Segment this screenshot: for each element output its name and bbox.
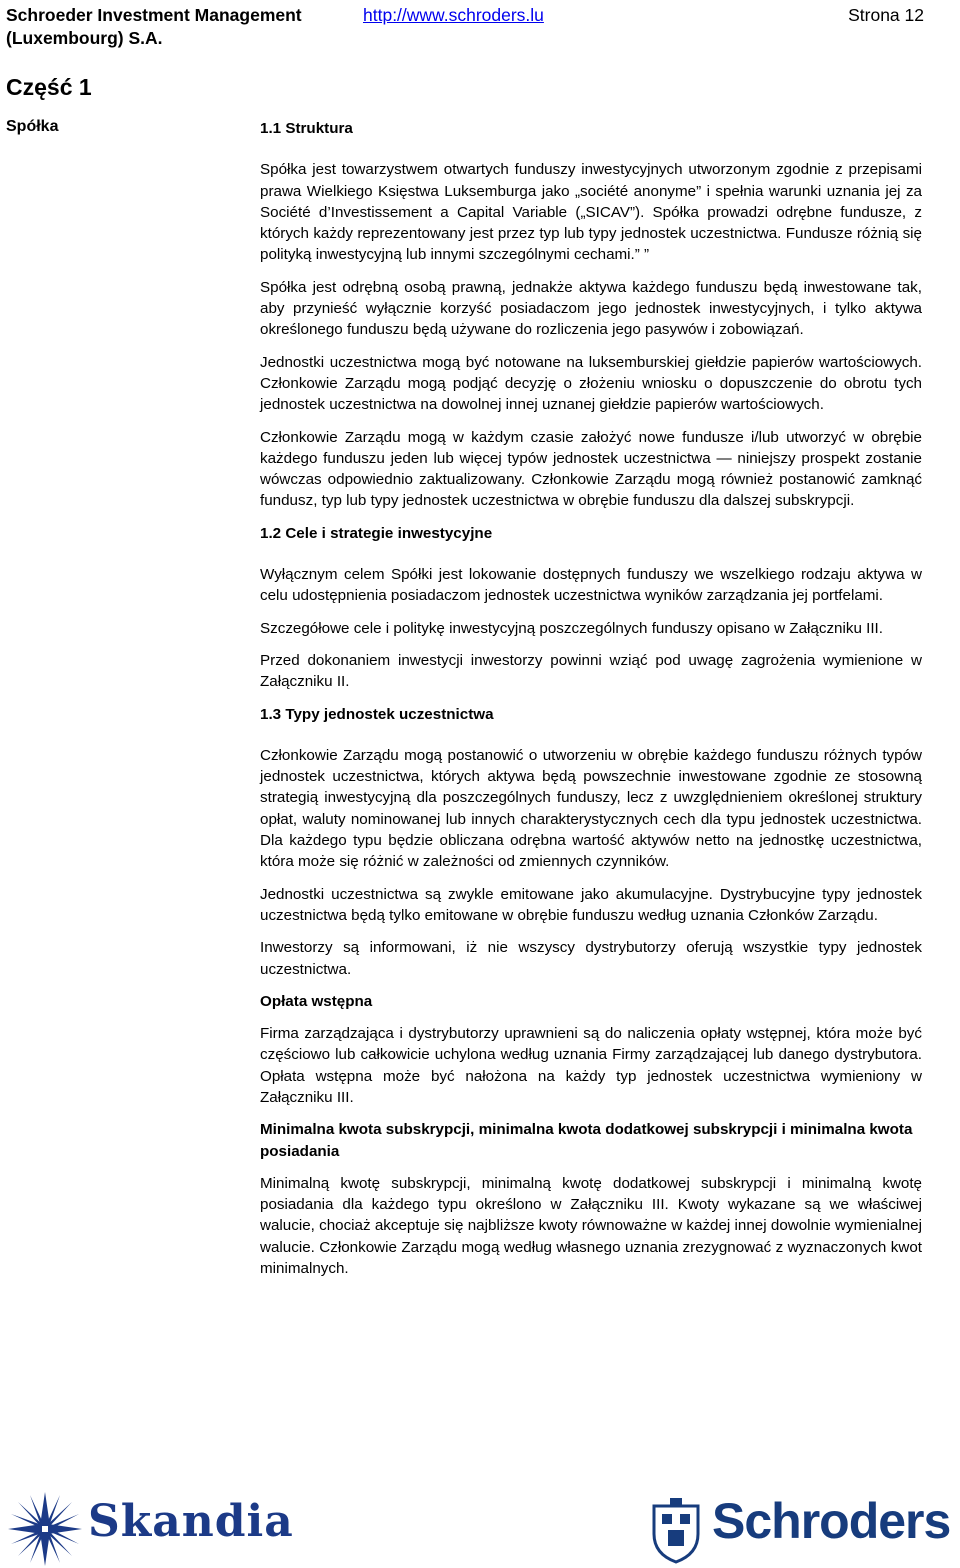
paragraph: Jednostki uczestnictwa mogą być notowane na luksemburskiej giełdzie papierów wartościowych. Członkowie Zarządu mogą podjąć decyzję o złożeniu wniosku o dopuszczenie do obrotu tych jednostek uczestnictwa na dowolnej innej uznanej giełdzie papierów wartościowych. xyxy=(260,353,922,414)
paragraph: Minimalną kwotę subskrypcji, minimalną kwotę dodatkowej subskrypcji i minimalną kwotę posiadania dla każdego typu określono w Załączniku III. Kwoty wykazane są we właściwej walucie, chociaż akceptuje się najbliższe kwoty równoważne w każdej innej dowolnie wymienialnej walucie. Członkowie Zarządu mogą według własnego uznania zrezygnować z wyznaczonych kwot minimalnych. xyxy=(260,1174,922,1278)
section-heading: 1.3 Typy jednostek uczestnictwa xyxy=(260,705,494,723)
paragraph: Firma zarządzająca i dystrybutorzy uprawnieni są do naliczenia opłaty wstępnej, która może być częściowo lub całkowicie uchylona według uznania Firmy zarządzającej lub danego dystrybutora. Opłata wstępna może być nałożona na każdy typ jednostek uczestnictwa wymieniony w Załączniku III. xyxy=(260,1025,922,1106)
section-heading: Opłata wstępna xyxy=(260,992,373,1010)
section-minimum-amounts xyxy=(260,1119,922,1279)
paragraph: Przed dokonaniem inwestycji inwestorzy powinni wziąć pod uwagę zagrożenia wymienione w Załączniku II. xyxy=(260,651,922,691)
paragraph: Członkowie Zarządu mogą postanowić o utworzeniu w obrębie każdego funduszu różnych typów jednostek uczestnictwa, których aktywa będą powszechnie inwestowane zgodnie ze stosowną strategią inwestycyjną dla poszczególnych funduszy, lecz z uwzględnieniem określonej struktury opłat, waluty nominowanej lub innych charakterystycznych cech dla typu jednostek uczestnictwa. Dla każdego typu będzie obliczana odrębna wartość aktywów netto na jednostkę uczestnictwa, która może się różnić w zależności od zmiennych czynników. xyxy=(260,746,922,871)
part-title: Część 1 xyxy=(6,74,92,100)
page-header xyxy=(6,4,924,50)
paragraph: Szczegółowe cele i politykę inwestycyjną poszczególnych funduszy opisano w Załączniku III. xyxy=(260,619,883,637)
paragraph: Członkowie Zarządu mogą w każdym czasie założyć nowe fundusze i/lub utworzyć w obrębie każdego funduszu jeden lub więcej typów jednostek uczestnictwa — niniejszy prospekt zostanie wówczas odpowiednio zaktualizowany. Członkowie Zarządu mogą również postanowić zamknąć fundusz, typ lub typy jednostek uczestnictwa w obrębie funduszu dla dalszej subskrypcji. xyxy=(260,428,922,510)
section-1-3 xyxy=(260,704,922,980)
paragraph: Inwestorzy są informowani, iż nie wszyscy dystrybutorzy oferują wszystkie typy jednostek uczestnictwa. xyxy=(260,939,922,978)
company-link[interactable]: http://www.schroders.lu xyxy=(363,5,544,25)
section-heading: Minimalna kwota subskrypcji, minimalna kwota dodatkowej subskrypcji i minimalna kwota posiadania xyxy=(260,1121,913,1160)
side-label: Spółka xyxy=(6,118,59,135)
section-1-1 xyxy=(260,118,922,512)
document-body xyxy=(260,118,922,1290)
section-heading: 1.1 Struktura xyxy=(260,120,353,137)
paragraph: Spółka jest odrębną osobą prawną, jednakże aktywa każdego funduszu będą inwestowane tak, aby przynieść wyłącznie korzyść posiadaczom jego jednostek inwestycyjnych, i tylko aktywa określonego funduszu będą używane do rozliczenia jego pasywów i zobowiązań. xyxy=(260,278,922,339)
skandia-umbrella-logo-icon xyxy=(6,1490,84,1568)
section-1-2 xyxy=(260,523,922,693)
section-entry-fee xyxy=(260,991,922,1108)
schroders-crest-icon xyxy=(648,1498,704,1564)
schroders-wordmark: Schroders xyxy=(712,1493,951,1549)
section-heading: 1.2 Cele i strategie inwestycyjne xyxy=(260,524,493,542)
skandia-wordmark: Skandia xyxy=(88,1496,294,1547)
paragraph: Jednostki uczestnictwa są zwykle emitowane jako akumulacyjne. Dystrybucyjne typy jednostek uczestnictwa będą tylko emitowane w obrębie funduszu według uznania Członków Zarządu. xyxy=(260,885,922,924)
paragraph: Wyłącznym celem Spółki jest lokowanie dostępnych funduszy we wszelkiego rodzaju aktywa w celu udostępnienia posiadaczom jednostek uczestnictwa wyników zarządzania jej portfelami. xyxy=(260,566,922,605)
company-name: Schroeder Investment Management (Luxembourg) S.A. xyxy=(6,5,302,48)
page-footer xyxy=(0,1478,960,1568)
paragraph: Spółka jest towarzystwem otwartych funduszy inwestycyjnych utworzonym zgodnie z przepisami prawa Wielkiego Księstwa Luksemburga jako „société anonyme” i spełnia warunki uznania jej za Société d’Investissement a Capital Variable („SICAV”). Spółka prowadzi odrębne fundusze, z których każdy reprezentowany jest przez typ lub typy jednostek uczestnictwa. Fundusze różnią się polityką inwestycyjną lub innymi szczególnymi cechami.” ” xyxy=(260,161,922,264)
page-number: Strona 12 xyxy=(848,5,924,25)
